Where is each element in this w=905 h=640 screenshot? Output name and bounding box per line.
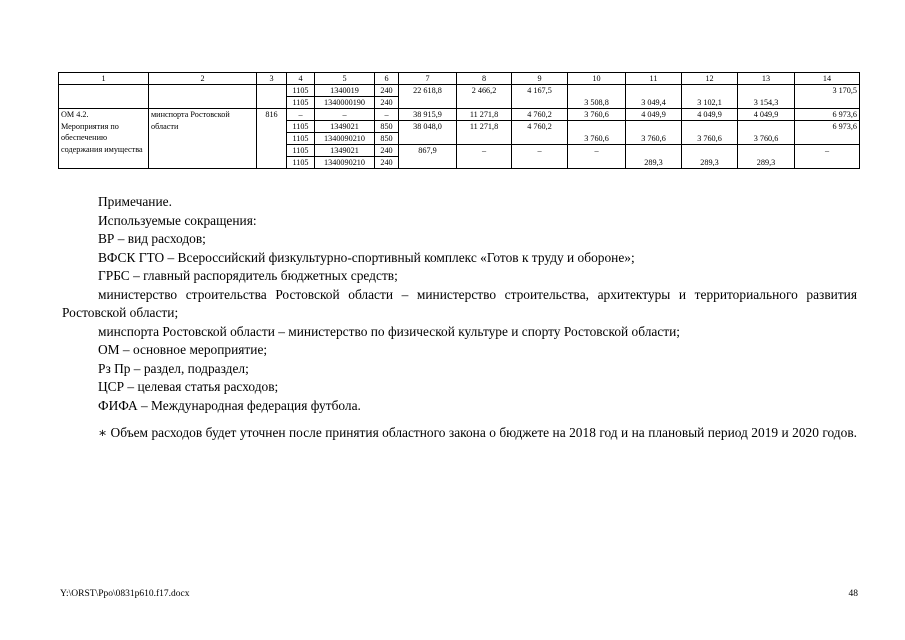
- table-cell: 1340019: [315, 85, 375, 97]
- om-code: ОМ 4.2.: [61, 110, 89, 119]
- table-cell: 240: [375, 97, 399, 109]
- table-cell: 3 760,6: [682, 133, 738, 145]
- header-cell: 5: [315, 73, 375, 85]
- table-cell: [512, 97, 568, 109]
- table-cell: 1105: [287, 133, 315, 145]
- header-cell: 12: [682, 73, 738, 85]
- abbreviation-item: ЦСР – целевая статья расходов;: [98, 379, 279, 394]
- table-cell: 240: [375, 145, 399, 157]
- table-cell: 3 170,5: [795, 85, 860, 97]
- table-cell: 3 102,1: [682, 97, 738, 109]
- table-cell: [59, 85, 149, 97]
- notes-title: Примечание.: [98, 194, 172, 209]
- header-cell: 11: [626, 73, 682, 85]
- table-cell: [512, 133, 568, 145]
- footer-file-path: Y:\ORST\Ppo\0831p610.f17.docx: [60, 589, 190, 599]
- table-cell: 3 760,6: [568, 109, 626, 121]
- table-cell: [682, 85, 738, 97]
- table-cell: 4 049,9: [626, 109, 682, 121]
- abbreviation-item: ВФСК ГТО – Всероссийский физкультурно-спортивный комплекс «Готов к труду и обороне»;: [98, 249, 635, 265]
- table-cell: [682, 121, 738, 133]
- abbreviation-item: ФИФА – Международная федерация футбола.: [98, 397, 361, 413]
- table-cell: [149, 85, 257, 97]
- table-row: [59, 85, 860, 97]
- page-number: 48: [848, 589, 858, 599]
- header-cell: 10: [568, 73, 626, 85]
- table-cell: 22 618,8: [399, 85, 457, 97]
- abbreviation-item: минспорта Ростовской области – министерство по физической культуре и спорту Ростовской области;: [98, 323, 681, 339]
- om-grbs-code: 816: [257, 109, 287, 169]
- table-cell: 3 154,3: [738, 97, 795, 109]
- budget-table: [58, 72, 860, 169]
- table-cell: 38 048,0: [399, 121, 457, 133]
- table-cell: [626, 85, 682, 97]
- table-cell: 6 973,6: [795, 121, 860, 133]
- table-cell: [457, 97, 512, 109]
- table-cell: [738, 121, 795, 133]
- header-cell: 13: [738, 73, 795, 85]
- table-header-row: [59, 73, 860, 85]
- table-cell: –: [512, 145, 568, 157]
- table-cell: [257, 97, 287, 109]
- table-cell: 1340090210: [315, 157, 375, 169]
- header-cell: 3: [257, 73, 287, 85]
- abbreviation-item: ВР – вид расходов;: [98, 231, 206, 246]
- table-cell: 1105: [287, 145, 315, 157]
- table-cell: 240: [375, 85, 399, 97]
- abbreviation-item: министерство строительства Ростовской области – министерство строительства, архитектуры и территориального развития Ростовской области;: [62, 286, 857, 320]
- table-cell: 4 049,9: [682, 109, 738, 121]
- table-cell: [512, 157, 568, 169]
- table-cell: 6 973,6: [795, 109, 860, 121]
- header-cell: 7: [399, 73, 457, 85]
- table-cell: [457, 133, 512, 145]
- table-cell: [568, 85, 626, 97]
- abbreviation-item: ГРБС – главный распорядитель бюджетных средств;: [98, 268, 398, 283]
- table-cell: 38 915,9: [399, 109, 457, 121]
- table-cell: [738, 145, 795, 157]
- table-cell: 1340000190: [315, 97, 375, 109]
- abbreviation-item: ОМ – основное мероприятие;: [98, 342, 268, 357]
- table-cell: 4 760,2: [512, 109, 568, 121]
- header-cell: 14: [795, 73, 860, 85]
- table-cell: 1340090210: [315, 133, 375, 145]
- header-cell: 6: [375, 73, 399, 85]
- table-cell: 2 466,2: [457, 85, 512, 97]
- table-cell: 1105: [287, 85, 315, 97]
- table-cell: [568, 121, 626, 133]
- table-cell: [738, 85, 795, 97]
- table-cell: [257, 85, 287, 97]
- table-cell: [457, 157, 512, 169]
- table-cell: 240: [375, 157, 399, 169]
- table-cell: [59, 97, 149, 109]
- header-cell: 1: [59, 73, 149, 85]
- table-cell: 1349021: [315, 121, 375, 133]
- table-cell: 3 760,6: [738, 133, 795, 145]
- table-cell: 289,3: [626, 157, 682, 169]
- table-cell: 3 508,8: [568, 97, 626, 109]
- table-cell: –: [375, 109, 399, 121]
- table-cell: 1105: [287, 121, 315, 133]
- table-cell: [795, 133, 860, 145]
- footnote: ∗ Объем расходов будет уточнен после принятия областного закона о бюджете на 2018 год и на плановый период 2019 и 2020 годов.: [98, 425, 857, 440]
- table-cell: [568, 157, 626, 169]
- table-cell: [626, 121, 682, 133]
- table-cell: 4 760,2: [512, 121, 568, 133]
- table-cell: 3 049,4: [626, 97, 682, 109]
- table-cell: 1105: [287, 97, 315, 109]
- table-cell: –: [568, 145, 626, 157]
- table-cell: [682, 145, 738, 157]
- table-cell: 1349021: [315, 145, 375, 157]
- table-cell: 4 049,9: [738, 109, 795, 121]
- table-cell: [626, 145, 682, 157]
- header-cell: 4: [287, 73, 315, 85]
- table-cell: –: [287, 109, 315, 121]
- om-name: Мероприятия по обеспечению содержания имущества: [61, 121, 143, 154]
- table-row: [59, 97, 860, 109]
- table-cell: 3 760,6: [568, 133, 626, 145]
- table-cell: 850: [375, 121, 399, 133]
- notes-section: [62, 193, 857, 461]
- table-cell: 867,9: [399, 145, 457, 157]
- table-cell: 11 271,8: [457, 121, 512, 133]
- table-cell: [399, 97, 457, 109]
- table-cell: [399, 133, 457, 145]
- table-cell: 289,3: [682, 157, 738, 169]
- table-cell: [149, 97, 257, 109]
- table-row: [59, 109, 860, 121]
- table-cell: 289,3: [738, 157, 795, 169]
- om-code-cell: [59, 109, 149, 169]
- table-cell: –: [315, 109, 375, 121]
- om-grbs: минспорта Ростовской области: [149, 109, 257, 169]
- table-cell: 11 271,8: [457, 109, 512, 121]
- table-cell: 850: [375, 133, 399, 145]
- header-cell: 8: [457, 73, 512, 85]
- header-cell: 2: [149, 73, 257, 85]
- table-cell: –: [795, 145, 860, 157]
- table-cell: –: [457, 145, 512, 157]
- table-cell: 3 760,6: [626, 133, 682, 145]
- table-cell: [795, 157, 860, 169]
- table-cell: [399, 157, 457, 169]
- abbreviation-item: Рз Пр – раздел, подраздел;: [98, 360, 249, 376]
- table-cell: 4 167,5: [512, 85, 568, 97]
- table-cell: 1105: [287, 157, 315, 169]
- table-cell: [795, 97, 860, 109]
- abbreviations-header: Используемые сокращения:: [98, 212, 257, 228]
- header-cell: 9: [512, 73, 568, 85]
